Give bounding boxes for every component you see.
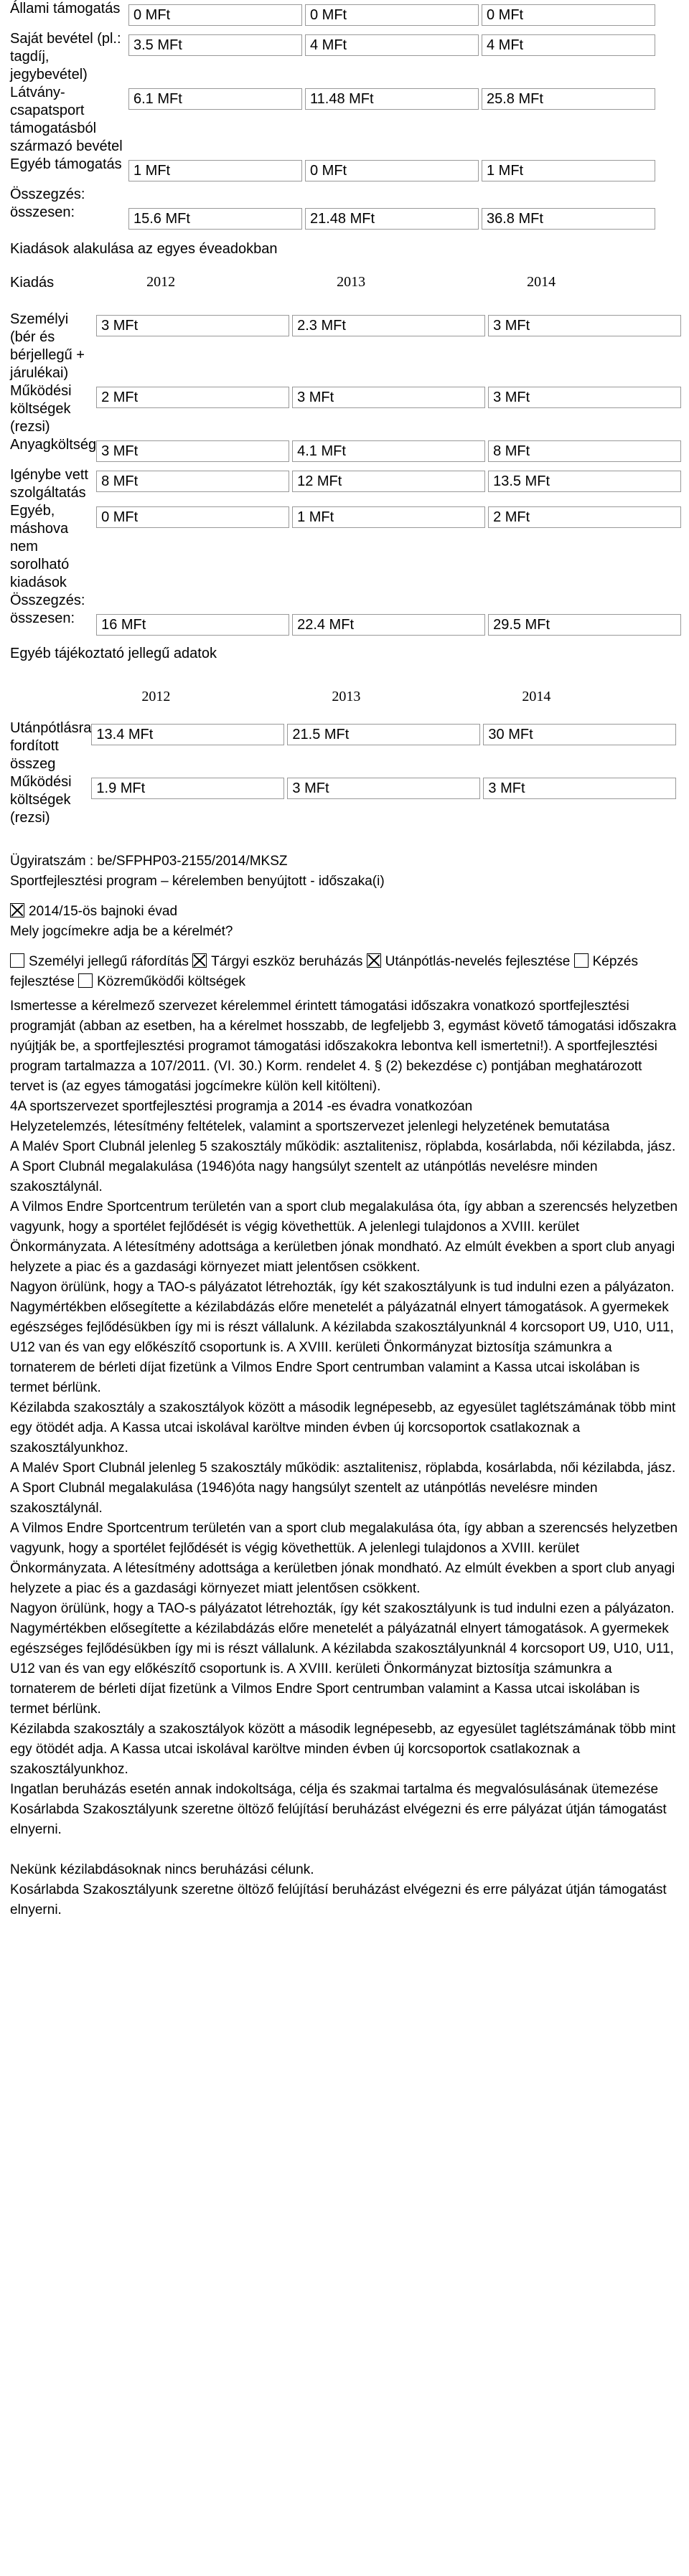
- income-row-value: 0 MFt: [482, 4, 655, 26]
- season-option[interactable]: [0, 902, 689, 922]
- program-title: Sportfejlesztési program – kérelemben benyújtott - időszaka(i): [10, 874, 385, 889]
- expense-row-value: 2 MFt: [488, 506, 681, 528]
- paragraph: A Malév Sport Clubnál jelenleg 5 szakosztály működik: asztalitenisz, röplabda, kosárlabda, női kézilabda, jász.: [10, 1461, 676, 1476]
- category-label: Utánpótlás-nevelés fejlesztése: [385, 954, 571, 969]
- income-row-label: Állami támogatás: [10, 1, 121, 16]
- expense-year-header: 2012: [146, 274, 176, 290]
- expense-row-value: 8 MFt: [96, 471, 289, 492]
- paragraph: Nagyon örülünk, hogy a TAO-s pályázatot létrehozták, így két szakosztályunk is tud indulni ezen a pályázaton.: [10, 1601, 675, 1616]
- expense-row-value: 3 MFt: [488, 315, 681, 336]
- expense-year-header: 2014: [527, 274, 556, 290]
- income-row: [0, 156, 658, 186]
- paragraph: A Malév Sport Clubnál jelenleg 5 szakosztály működik: asztalitenisz, röplabda, kosárlabda, női kézilabda, jász.: [10, 1139, 676, 1154]
- paragraph: Kosárlabda Szakosztályunk szeretne öltöző felújításí beruházást elvégezni és erre pályázat útján támogatást elnyerni.: [10, 1802, 667, 1837]
- paragraph: Kézilabda szakosztály a szakosztályok között a második legnépesebb, az egyesület taglétszámának több mint egy ötödét adja. A Kassa utcai iskolával karöltve minden évben új korcsoportok csatlakoznak a szakosztályunkhoz.: [10, 1400, 676, 1456]
- income-row: [0, 30, 658, 84]
- info-row-label: Működési költségek (rezsi): [10, 774, 72, 826]
- category-checkbox[interactable]: [10, 953, 24, 968]
- income-total-value: 21.48 MFt: [305, 208, 479, 230]
- category-label: Személyi jellegű ráfordítás: [29, 954, 189, 969]
- paragraph: Nekünk kézilabdásoknak nincs beruházási célunk.: [10, 1862, 314, 1877]
- paragraph: Nagyon örülünk, hogy a TAO-s pályázatot létrehozták, így két szakosztályunk is tud indulni ezen a pályázaton.: [10, 1280, 675, 1295]
- category-checkbox[interactable]: [78, 973, 93, 988]
- income-total-row: [0, 204, 658, 234]
- income-summary-row: [0, 186, 658, 204]
- expense-row-value: 2 MFt: [96, 387, 289, 408]
- income-row: [0, 84, 658, 156]
- paragraph: A Sport Clubnál megalakulása (1946)óta nagy hangsúlyt szentelt az utánpótlás nevelésre minden szakosztálynál.: [10, 1159, 598, 1194]
- question: Mely jogcímekre adja be a kérelmét?: [10, 924, 233, 939]
- expense-row: [0, 382, 689, 436]
- expense-row-label: Egyéb, máshova nem sorolható kiadások: [10, 503, 70, 590]
- expense-total-value: 29.5 MFt: [488, 614, 681, 636]
- expense-summary-row: [0, 592, 689, 610]
- income-row: [0, 0, 658, 30]
- category-option[interactable]: [10, 954, 192, 969]
- info-row-value: 3 MFt: [287, 778, 480, 799]
- income-row-value: 3.5 MFt: [128, 34, 302, 56]
- income-row-value: 0 MFt: [305, 160, 479, 181]
- expense-row-label: Működési költségek (rezsi): [10, 383, 72, 435]
- paragraph: Nagymértékben elősegítette a kézilabdázás előre menetelét a pályázatnál elnyert támogatások. A gyermekek egészséges fejlődésükben így mi is részt vállalunk. A kézilabda szakosztályunknál 4 korcsoport U9, U10, U11, U12 van és van egy előkészítő csoportunk is. A XVIII. kerületi Önkormányzat biztosítja számunkra a tornaterem de bérleti díjat fizetünk a Vilmos Endre Sport centrumban valamint a Kassa utcai iskolában is termet bérlünk.: [10, 1300, 674, 1395]
- info-row-value: 1.9 MFt: [91, 778, 284, 799]
- income-row-label: Saját bevétel (pl.: tagdíj, jegybevétel): [10, 31, 121, 82]
- expense-summary-label: Összegzés:: [10, 593, 85, 608]
- expense-row-value: 12 MFt: [292, 471, 485, 492]
- income-row-value: 4 MFt: [482, 34, 655, 56]
- expense-row-value: 4.1 MFt: [292, 440, 485, 462]
- info-row: [0, 720, 689, 773]
- paragraph: Nagymértékben elősegítette a kézilabdázás előre menetelét a pályázatnál elnyert támogatások. A gyermekek egészséges fejlődésükben így mi is részt vállalunk. A kézilabda szakosztályunknál 4 korcsoport U9, U10, U11, U12 van és van egy előkészítő csoportunk is. A XVIII. kerületi Önkormányzat biztosítja számunkra a tornaterem de bérleti díjat fizetünk a Vilmos Endre Sport centrumban valamint a Kassa utcai iskolában is termet bérlünk.: [10, 1621, 674, 1717]
- paragraph: A Sport Clubnál megalakulása (1946)óta nagy hangsúlyt szentelt az utánpótlás nevelésre minden szakosztálynál.: [10, 1481, 598, 1516]
- info-section-title: Egyéb tájékoztató jellegű adatok: [10, 646, 217, 661]
- income-row-value: 25.8 MFt: [482, 88, 655, 110]
- case-number: Ügyiratszám : be/SFPHP03-2155/2014/MKSZ: [10, 854, 288, 869]
- expense-row-value: 8 MFt: [488, 440, 681, 462]
- income-row-value: 4 MFt: [305, 34, 479, 56]
- paragraph: Ismertesse a kérelmező szervezet kérelemmel érintett támogatási időszakra vonatkozó sportfejlesztési programját (abban az esetben, ha a kérelmet hosszabb, de legfeljebb 3, egymást követő támogatási időszakra nyújtják be, a sportfejlesztési programot támogatási időszakokra lebontva kell ismertetni!). A sportfejlesztési program tartalmazza a 107/2011. (VI. 30.) Korm. rendelet 4. § (2) bekezdése c) pontjában meghatározott tervet is (az egyes támogatási jogcímekre külön kell kitölteni).: [10, 999, 677, 1094]
- category-option[interactable]: [192, 954, 367, 969]
- expense-row: [0, 436, 689, 466]
- info-header-row: [0, 689, 689, 720]
- info-row-value: 21.5 MFt: [287, 724, 480, 745]
- expense-row-label: Igénybe vett szolgáltatás: [10, 467, 88, 501]
- income-row-value: 1 MFt: [482, 160, 655, 181]
- expense-header-label: Kiadás: [10, 275, 55, 291]
- info-row-value: 3 MFt: [483, 778, 676, 799]
- income-total-value: 36.8 MFt: [482, 208, 655, 230]
- expense-row-label: Személyi (bér és bérjellegű + járulékai): [10, 311, 85, 381]
- category-list: [0, 952, 689, 992]
- expense-year-header: 2013: [337, 274, 366, 290]
- expense-row-value: 3 MFt: [96, 315, 289, 336]
- expense-total-row: [0, 610, 689, 640]
- category-label: Közreműködői költségek: [97, 974, 246, 989]
- category-option[interactable]: [78, 974, 245, 989]
- income-row-value: 0 MFt: [128, 4, 302, 26]
- category-checkbox[interactable]: [192, 953, 207, 968]
- expense-header-row: [0, 274, 689, 311]
- expense-row-value: 2.3 MFt: [292, 315, 485, 336]
- income-row-value: 11.48 MFt: [305, 88, 479, 110]
- program-description: [0, 996, 689, 1920]
- expense-row-value: 1 MFt: [292, 506, 485, 528]
- income-row-value: 6.1 MFt: [128, 88, 302, 110]
- income-table: [0, 0, 658, 234]
- info-row-label: Utánpótlásra fordított összeg: [10, 720, 92, 772]
- expense-row-value: 3 MFt: [292, 387, 485, 408]
- expense-row: [0, 502, 689, 592]
- expense-total-label: összesen:: [10, 610, 75, 626]
- season-checkbox-label: 2014/15-ös bajnoki évad: [29, 904, 178, 919]
- category-label: Tárgyi eszköz beruházás: [211, 954, 363, 969]
- info-row-value: 30 MFt: [483, 724, 676, 745]
- expense-row: [0, 311, 689, 382]
- expense-row-value: 3 MFt: [96, 440, 289, 462]
- info-year-header: 2012: [141, 689, 171, 704]
- category-label: Képzés fejlesztése: [10, 954, 638, 989]
- income-row-value: 1 MFt: [128, 160, 302, 181]
- income-row-label: Látvány-csapatsport támogatásból származó bevétel: [10, 85, 123, 154]
- info-table: [0, 689, 689, 827]
- expense-row-label: Anyagköltség: [10, 437, 97, 453]
- income-row-label: Egyéb támogatás: [10, 156, 122, 172]
- income-row-value: 0 MFt: [305, 4, 479, 26]
- info-year-header: 2014: [522, 689, 551, 704]
- season-checkbox[interactable]: [10, 903, 24, 917]
- expense-total-value: 16 MFt: [96, 614, 289, 636]
- info-row-value: 13.4 MFt: [91, 724, 284, 745]
- expense-row-value: 3 MFt: [488, 387, 681, 408]
- paragraph: [0, 1840, 689, 1860]
- income-summary-label: Összegzés:: [10, 187, 85, 202]
- expense-section-title: Kiadások alakulása az egyes éveadokban: [10, 241, 278, 257]
- expense-total-value: 22.4 MFt: [292, 614, 485, 636]
- category-checkbox[interactable]: [574, 953, 589, 968]
- income-total-label: összesen:: [10, 204, 75, 220]
- category-option[interactable]: [367, 954, 574, 969]
- paragraph: Kosárlabda Szakosztályunk szeretne öltöző felújításí beruházást elvégezni és erre pályázat útján támogatást elnyerni.: [10, 1882, 667, 1917]
- paragraph: Kézilabda szakosztály a szakosztályok között a második legnépesebb, az egyesület taglétszámának több mint egy ötödét adja. A Kassa utcai iskolával karöltve minden évben új korcsoportok csatlakoznak a szakosztályunkhoz.: [10, 1722, 676, 1777]
- info-year-header: 2013: [332, 689, 361, 704]
- paragraph: 4A sportszervezet sportfejlesztési programja a 2014 -es évadra vonatkozóan: [10, 1099, 473, 1114]
- expense-row-value: 13.5 MFt: [488, 471, 681, 492]
- expense-row-value: 0 MFt: [96, 506, 289, 528]
- expense-table: [0, 274, 689, 640]
- info-row: [0, 773, 689, 827]
- expense-row: [0, 466, 689, 502]
- paragraph: A Vilmos Endre Sportcentrum területén van a sport club megalakulása óta, így abban a szerencsés helyzetben vagyunk, hogy a sportélet fejlődését is végig követhettük. A jelenlegi tulajdonos a XVIII. kerület Önkormányzata. A létesítmény adottsága a kerületben jónak mondható. Az elmúlt években a sport club anyagi helyzete a piac és a gazdasági környezet miatt jelentősen csökkent.: [10, 1199, 678, 1275]
- category-checkbox[interactable]: [367, 953, 381, 968]
- income-total-value: 15.6 MFt: [128, 208, 302, 230]
- paragraph: Ingatlan beruházás esetén annak indokoltsága, célja és szakmai tartalma és megvalósulásának ütemezése: [10, 1782, 659, 1797]
- paragraph: A Vilmos Endre Sportcentrum területén van a sport club megalakulása óta, így abban a szerencsés helyzetben vagyunk, hogy a sportélet fejlődését is végig követhettük. A jelenlegi tulajdonos a XVIII. kerület Önkormányzata. A létesítmény adottsága a kerületben jónak mondható. Az elmúlt években a sport club anyagi helyzete a piac és a gazdasági környezet miatt jelentősen csökkent.: [10, 1521, 678, 1596]
- paragraph: Helyzetelemzés, létesítmény feltételek, valamint a sportszervezet jelenlegi helyzetének bemutatása: [10, 1119, 610, 1134]
